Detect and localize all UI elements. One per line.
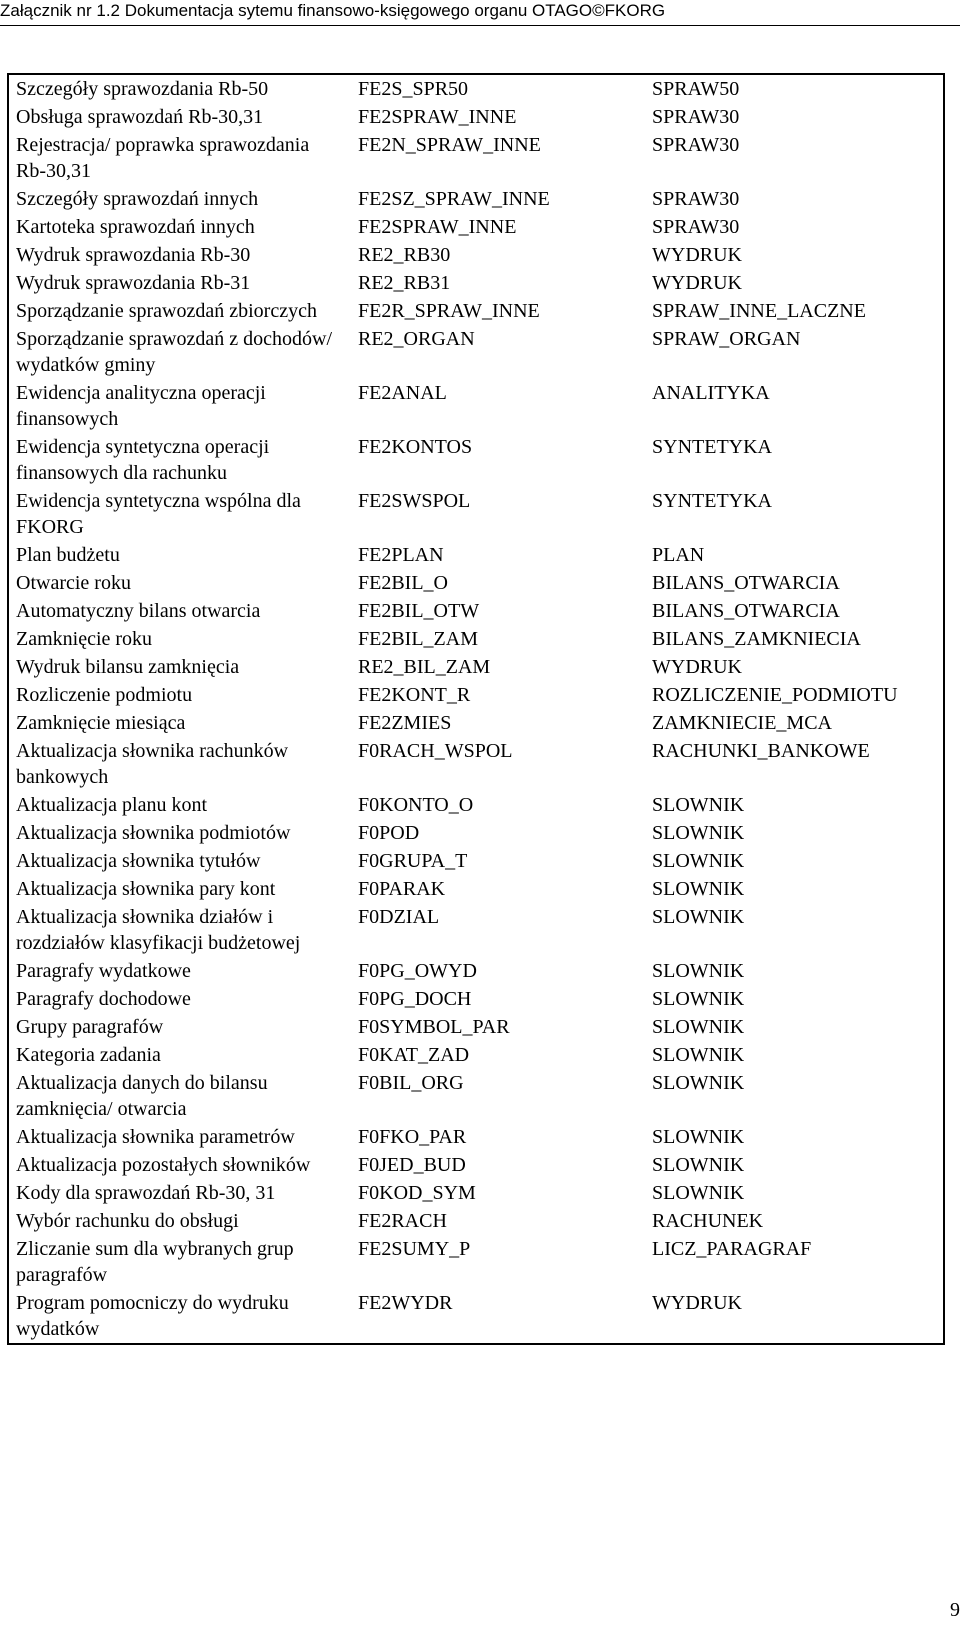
role-name-cell: BILANS_OTWARCIA xyxy=(652,600,840,622)
module-name-cell: Wydruk sprawozdania Rb-30 xyxy=(16,244,251,266)
table-row xyxy=(8,653,944,681)
role-name-cell: SLOWNIK xyxy=(652,822,745,844)
document-header: Załącznik nr 1.2 Dokumentacja sytemu finansowo-księgowego organu OTAGO©FKORG xyxy=(0,1,666,20)
module-name-cell: Obsługa sprawozdań Rb-30,31 xyxy=(16,106,264,128)
table-row xyxy=(8,1207,944,1235)
module-name-cell: Sporządzanie sprawozdań z dochodów/ wydatków gminy xyxy=(16,328,332,376)
form-name-cell: F0JED_BUD xyxy=(358,1154,466,1176)
module-name-cell: Sporządzanie sprawozdań zbiorczych xyxy=(16,300,317,322)
form-name-cell: FE2S_SPR50 xyxy=(358,78,469,100)
table-row xyxy=(8,241,944,269)
module-name-cell: Plan budżetu xyxy=(16,544,120,566)
form-name-cell: FE2BIL_OTW xyxy=(358,600,480,622)
form-name-cell: FE2BIL_ZAM xyxy=(358,628,478,650)
form-name-cell: F0KAT_ZAD xyxy=(358,1044,470,1066)
form-name-cell: FE2KONTOS xyxy=(358,436,473,458)
role-name-cell: BILANS_ZAMKNIECIA xyxy=(652,628,861,650)
form-name-cell: F0KONTO_O xyxy=(358,794,474,816)
module-name-cell: Aktualizacja danych do bilansu zamknięcia/ otwarcia xyxy=(16,1072,268,1120)
page-number: 9 xyxy=(950,1599,960,1621)
role-name-cell: ROZLICZENIE_PODMIOTU xyxy=(652,684,898,706)
module-name-cell: Rejestracja/ poprawka sprawozdania Rb-30,31 xyxy=(16,134,310,182)
role-name-cell: SYNTETYKA xyxy=(652,436,772,458)
module-name-cell: Aktualizacja słownika podmiotów xyxy=(16,822,291,844)
module-name-cell: Aktualizacja słownika tytułów xyxy=(16,850,261,872)
role-name-cell: SPRAW30 xyxy=(652,134,740,156)
form-name-cell: F0RACH_WSPOL xyxy=(358,740,513,762)
form-name-cell: RE2_RB30 xyxy=(358,244,451,266)
form-name-cell: FE2ANAL xyxy=(358,382,447,404)
form-name-cell: FE2SPRAW_INNE xyxy=(358,106,517,128)
table-row xyxy=(8,379,944,433)
module-name-cell: Ewidencja analityczna operacji finansowych xyxy=(16,382,266,430)
form-name-cell: RE2_RB31 xyxy=(358,272,451,294)
table-row xyxy=(8,325,944,379)
module-table-body xyxy=(8,74,944,1344)
table-row xyxy=(8,791,944,819)
table-row xyxy=(8,297,944,325)
role-name-cell: ANALITYKA xyxy=(652,382,770,404)
module-name-cell: Ewidencja syntetyczna wspólna dla FKORG xyxy=(16,490,301,538)
table-row xyxy=(8,1151,944,1179)
form-name-cell: F0BIL_ORG xyxy=(358,1072,464,1094)
module-name-cell: Paragrafy dochodowe xyxy=(16,988,191,1010)
role-name-cell: WYDRUK xyxy=(652,244,742,266)
form-name-cell: FE2N_SPRAW_INNE xyxy=(358,134,541,156)
form-name-cell: FE2SPRAW_INNE xyxy=(358,216,517,238)
role-name-cell: SLOWNIK xyxy=(652,906,745,928)
module-name-cell: Zamknięcie miesiąca xyxy=(16,712,186,734)
table-row xyxy=(8,903,944,957)
module-name-cell: Otwarcie roku xyxy=(16,572,131,594)
module-name-cell: Kategoria zadania xyxy=(16,1044,161,1066)
role-name-cell: SPRAW30 xyxy=(652,106,740,128)
header-rule xyxy=(0,25,960,26)
role-name-cell: SLOWNIK xyxy=(652,878,745,900)
role-name-cell: LICZ_PARAGRAF xyxy=(652,1238,812,1260)
table-row xyxy=(8,487,944,541)
table-row xyxy=(8,1041,944,1069)
role-name-cell: SPRAW30 xyxy=(652,216,740,238)
form-name-cell: FE2PLAN xyxy=(358,544,444,566)
table-row xyxy=(8,1013,944,1041)
role-name-cell: RACHUNKI_BANKOWE xyxy=(652,740,870,762)
table-row xyxy=(8,185,944,213)
module-name-cell: Wydruk bilansu zamknięcia xyxy=(16,656,240,678)
form-name-cell: F0PG_OWYD xyxy=(358,960,477,982)
form-name-cell: F0DZIAL xyxy=(358,906,440,928)
form-name-cell: FE2BIL_O xyxy=(358,572,448,594)
table-row xyxy=(8,269,944,297)
table-row xyxy=(8,1235,944,1289)
module-name-cell: Wydruk sprawozdania Rb-31 xyxy=(16,272,251,294)
module-name-cell: Grupy paragrafów xyxy=(16,1016,164,1038)
table-row xyxy=(8,597,944,625)
module-name-cell: Aktualizacja planu kont xyxy=(16,794,208,816)
role-name-cell: SLOWNIK xyxy=(652,794,745,816)
table-row xyxy=(8,1289,944,1344)
table-row xyxy=(8,433,944,487)
module-name-cell: Kartoteka sprawozdań innych xyxy=(16,216,255,238)
role-name-cell: BILANS_OTWARCIA xyxy=(652,572,840,594)
role-name-cell: PLAN xyxy=(652,544,705,566)
table-row xyxy=(8,681,944,709)
module-name-cell: Zliczanie sum dla wybranych grup paragrafów xyxy=(16,1238,294,1286)
form-name-cell: FE2ZMIES xyxy=(358,712,452,734)
table-row xyxy=(8,985,944,1013)
form-name-cell: RE2_ORGAN xyxy=(358,328,475,350)
role-name-cell: SPRAW_INNE_LACZNE xyxy=(652,300,866,322)
form-name-cell: F0SYMBOL_PAR xyxy=(358,1016,510,1038)
table-row xyxy=(8,74,944,103)
module-table xyxy=(7,73,945,1345)
role-name-cell: SLOWNIK xyxy=(652,1072,745,1094)
table-row xyxy=(8,819,944,847)
module-name-cell: Program pomocniczy do wydruku wydatków xyxy=(16,1292,289,1340)
role-name-cell: SLOWNIK xyxy=(652,1182,745,1204)
role-name-cell: SPRAW30 xyxy=(652,188,740,210)
form-name-cell: RE2_BIL_ZAM xyxy=(358,656,491,678)
role-name-cell: RACHUNEK xyxy=(652,1210,764,1232)
form-name-cell: FE2RACH xyxy=(358,1210,447,1232)
table-row xyxy=(8,709,944,737)
role-name-cell: WYDRUK xyxy=(652,272,742,294)
module-name-cell: Wybór rachunku do obsługi xyxy=(16,1210,239,1232)
form-name-cell: FE2SWSPOL xyxy=(358,490,471,512)
form-name-cell: FE2R_SPRAW_INNE xyxy=(358,300,540,322)
table-row xyxy=(8,737,944,791)
module-name-cell: Szczegóły sprawozdań innych xyxy=(16,188,259,210)
form-name-cell: FE2SUMY_P xyxy=(358,1238,471,1260)
module-name-cell: Aktualizacja słownika rachunków bankowych xyxy=(16,740,289,788)
module-name-cell: Automatyczny bilans otwarcia xyxy=(16,600,261,622)
module-name-cell: Kody dla sprawozdań Rb-30, 31 xyxy=(16,1182,276,1204)
role-name-cell: SYNTETYKA xyxy=(652,490,772,512)
table-row xyxy=(8,213,944,241)
module-name-cell: Rozliczenie podmiotu xyxy=(16,684,193,706)
module-name-cell: Paragrafy wydatkowe xyxy=(16,960,191,982)
table-row xyxy=(8,875,944,903)
role-name-cell: SPRAW50 xyxy=(652,78,740,100)
form-name-cell: FE2SZ_SPRAW_INNE xyxy=(358,188,550,210)
role-name-cell: SLOWNIK xyxy=(652,1044,745,1066)
role-name-cell: SPRAW_ORGAN xyxy=(652,328,801,350)
module-name-cell: Zamknięcie roku xyxy=(16,628,153,650)
table-row xyxy=(8,541,944,569)
table-row xyxy=(8,1179,944,1207)
table-row xyxy=(8,103,944,131)
table-row xyxy=(8,131,944,185)
module-name-cell: Ewidencja syntetyczna operacji finansowych dla rachunku xyxy=(16,436,270,484)
role-name-cell: SLOWNIK xyxy=(652,1154,745,1176)
role-name-cell: WYDRUK xyxy=(652,1292,742,1314)
form-name-cell: F0PARAK xyxy=(358,878,446,900)
role-name-cell: SLOWNIK xyxy=(652,850,745,872)
role-name-cell: ZAMKNIECIE_MCA xyxy=(652,712,832,734)
form-name-cell: F0POD xyxy=(358,822,420,844)
module-name-cell: Aktualizacja słownika działów i rozdziałów klasyfikacji budżetowej xyxy=(16,906,301,954)
table-row xyxy=(8,569,944,597)
role-name-cell: SLOWNIK xyxy=(652,1126,745,1148)
role-name-cell: SLOWNIK xyxy=(652,960,745,982)
table-row xyxy=(8,625,944,653)
form-name-cell: F0GRUPA_T xyxy=(358,850,468,872)
module-name-cell: Aktualizacja słownika parametrów xyxy=(16,1126,295,1148)
table-row xyxy=(8,1123,944,1151)
module-name-cell: Aktualizacja pozostałych słowników xyxy=(16,1154,311,1176)
module-name-cell: Aktualizacja słownika pary kont xyxy=(16,878,276,900)
form-name-cell: FE2KONT_R xyxy=(358,684,471,706)
module-name-cell: Szczegóły sprawozdania Rb-50 xyxy=(16,78,269,100)
table-row xyxy=(8,847,944,875)
role-name-cell: SLOWNIK xyxy=(652,1016,745,1038)
form-name-cell: FE2WYDR xyxy=(358,1292,453,1314)
role-name-cell: WYDRUK xyxy=(652,656,742,678)
form-name-cell: F0PG_DOCH xyxy=(358,988,472,1010)
table-row xyxy=(8,1069,944,1123)
role-name-cell: SLOWNIK xyxy=(652,988,745,1010)
table-row xyxy=(8,957,944,985)
form-name-cell: F0FKO_PAR xyxy=(358,1126,467,1148)
form-name-cell: F0KOD_SYM xyxy=(358,1182,476,1204)
